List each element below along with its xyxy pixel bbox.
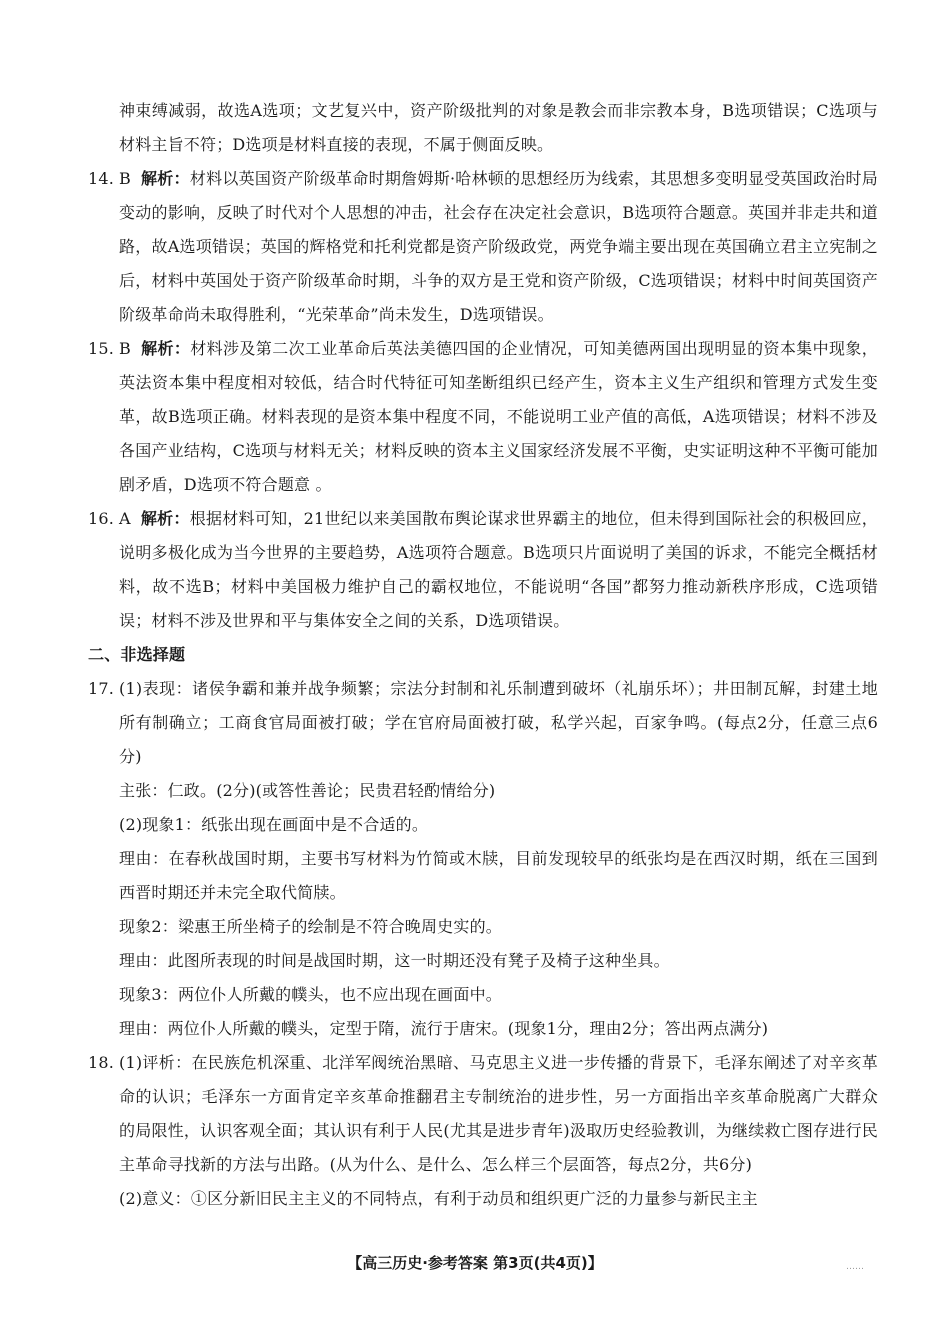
analysis-label: 解析： <box>140 339 191 358</box>
q18-part1: (1)评析：在民族危机深重、北洋军阀统治黑暗、马克思主义进一步传播的背景下，毛泽东阐述了对辛亥革命的认识；毛泽东一方面肯定辛亥革命推翻君主专制统治的进步性，另一方面指出辛亥革命脱离广大群众的局限性，认识客观全面；其认识有利于人民(尤其是进步青年)汲取历史经验教训，为继续救亡图存进行民主革命寻找新的方法与出路。(从为什么、是什么、怎么样三个层面答，每点2分，共6分) <box>119 1053 878 1174</box>
question-15 <box>88 332 878 502</box>
question-17 <box>88 672 878 1046</box>
section-heading: 二、非选择题 <box>88 645 186 664</box>
q17-part1-proposal: 主张：仁政。(2分)(或答性善论；民贵君轻酌情给分) <box>119 781 496 800</box>
page-footer: 【高三历史·参考答案 第3页(共4页)】 <box>347 1254 603 1272</box>
analysis-text: 根据材料可知，21世纪以来美国散布舆论谋求世界霸主的地位，但未得到国际社会的积极回应，说明多极化成为当今世界的主要趋势，A选项符合题意。B选项只片面说明了美国的诉求，不能完全概括材料，故不选B；材料中美国极力维护自己的霸权地位，不能说明“各国”都努力推动新秩序形成，C选项错误；材料不涉及世界和平与集体安全之间的关系，D选项错误。 <box>119 509 878 630</box>
q17-phenomenon-2: 现象2：梁惠王所坐椅子的绘制是不符合晚周史实的。 <box>119 917 502 936</box>
analysis-text: 材料涉及第二次工业革命后英法美德四国的企业情况，可知美德两国出现明显的资本集中现象，英法资本集中程度相对较低，结合时代特征可知垄断组织已经产生，资本主义生产组织和管理方式发生变革，故B选项正确。材料表现的是资本集中程度不同，不能说明工业产值的高低，A选项错误；材料不涉及各国产业结构，C选项与材料无关；材料反映的资本主义国家经济发展不平衡，史实证明这种不平衡可能加剧矛盾，D选项不符合题意 。 <box>119 339 879 494</box>
q18-part2: (2)意义：①区分新旧民主主义的不同特点，有利于动员和组织更广泛的力量参与新民主主 <box>119 1189 758 1208</box>
answer-letter: B <box>119 169 131 188</box>
page-content <box>88 94 878 1216</box>
question-number: 18. <box>88 1053 115 1072</box>
question-number: 17. <box>88 679 115 698</box>
q17-part1: (1)表现：诸侯争霸和兼并战争频繁；宗法分封制和礼乐制遭到破坏（礼崩乐坏）；井田制瓦解，封建土地所有制确立；工商食官局面被打破；学在官府局面被打破，私学兴起，百家争鸣。(每点2分，任意三点6分) <box>119 679 878 766</box>
q17-phenomenon-3: 现象3：两位仆人所戴的幞头，也不应出现在画面中。 <box>119 985 502 1004</box>
analysis-text: 材料以英国资产阶级革命时期詹姆斯·哈林顿的思想经历为线索，其思想多变明显受英国政治时局变动的影响，反映了时代对个人思想的冲击，社会存在决定社会意识，B选项符合题意。英国并非走共和道路，故A选项错误；英国的辉格党和托利党都是资产阶级政党，两党争端主要出现在英国确立君主立宪制之后，材料中英国处于资产阶级革命时期，斗争的双方是王党和资产阶级，C选项错误；材料中时间英国资产阶级革命尚未取得胜利，“光荣革命”尚未发生，D选项错误。 <box>119 169 878 324</box>
analysis-label: 解析： <box>140 509 190 528</box>
q17-phenomenon-1: (2)现象1：纸张出现在画面中是不合适的。 <box>119 815 429 834</box>
question-18 <box>88 1046 878 1216</box>
question-14 <box>88 162 878 332</box>
question-number: 15. <box>88 339 115 358</box>
answer-letter: A <box>119 509 131 528</box>
corner-mark: …… <box>846 1262 864 1272</box>
question-number: 16. <box>88 509 115 528</box>
q13-continuation: 神束缚减弱，故选A选项；文艺复兴中，资产阶级批判的对象是教会而非宗教本身，B选项错误；C选项与材料主旨不符；D选项是材料直接的表现，不属于侧面反映。 <box>119 101 878 154</box>
question-16 <box>88 502 878 638</box>
question-number: 14. <box>88 169 115 188</box>
answer-letter: B <box>119 339 131 358</box>
analysis-label: 解析： <box>140 169 190 188</box>
q17-reason-2: 理由：此图所表现的时间是战国时期，这一时期还没有凳子及椅子这种坐具。 <box>119 951 670 970</box>
q17-reason-1: 理由：在春秋战国时期，主要书写材料为竹简或木牍，目前发现较早的纸张均是在西汉时期，纸在三国到西晋时期还并未完全取代简牍。 <box>119 849 878 902</box>
q17-reason-3: 理由：两位仆人所戴的幞头，定型于隋，流行于唐宋。(现象1分，理由2分；答出两点满分) <box>119 1019 769 1038</box>
